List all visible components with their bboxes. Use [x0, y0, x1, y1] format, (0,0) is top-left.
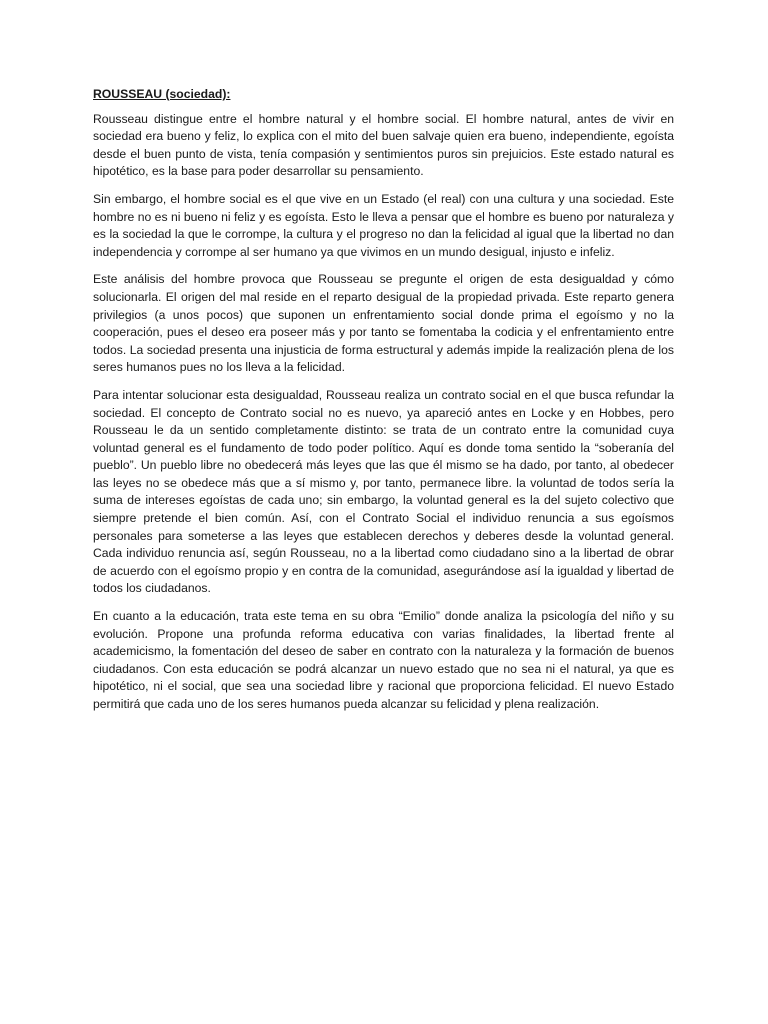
- paragraph-education: En cuanto a la educación, trata este tema en su obra “Emilio” donde analiza la psicología del niño y su evolución. Propone una profunda reforma educativa con varias finalidades, la libertad frente al academicismo, la fomentación del deseo de saber en contrato con la naturaleza y la formación de buenos ciudadanos. Con esta educación se podrá alcanzar un nuevo estado que no sea ni el natural, ya que es hipotético, ni el social, que sea una sociedad libre y racional que proporciona felicidad. El nuevo Estado permitirá que cada uno de los seres humanos pueda alcanzar su felicidad y plena realización.: [93, 609, 674, 711]
- paragraph-social-man: Sin embargo, el hombre social es el que vive en un Estado (el real) con una cultura y una sociedad. Este hombre no es ni bueno ni feliz y es egoísta. Esto le lleva a pensar que el hombre es bueno por naturaleza y es la sociedad la que le corrompe, la cultura y el progreso no dan la felicidad al igual que la libertad no dan independencia y corrompe al ser humano ya que vivimos en un mundo desigual, injusto e infeliz.: [93, 191, 674, 259]
- document-title: ROUSSEAU (sociedad):: [93, 87, 231, 101]
- document-body: [93, 86, 674, 724]
- paragraph-inequality: Este análisis del hombre provoca que Rousseau se pregunte el origen de esta desigualdad y cómo solucionarla. El origen del mal reside en el reparto desigual de la propiedad privada. Este reparto genera privilegios (a unos pocos) que suponen un enfrentamiento social donde prima el egoísmo y no la cooperación, pues el deseo era poseer más y por tanto se fomentaba la codicia y el enfrentamiento entre todos. La sociedad presenta una injusticia de forma estructural y además impide la realización plena de los seres humanos pues no los lleva a la felicidad.: [93, 272, 674, 375]
- paragraph-social-contract: Para intentar solucionar esta desigualdad, Rousseau realiza un contrato social en el que busca refundar la sociedad. El concepto de Contrato social no es nuevo, ya apareció antes en Locke y en Hobbes, pero Rousseau le da un sentido completamente distinto: se trata de un contrato entre la comunidad cuya voluntad general es el fundamento de todo poder político. Aquí es donde toma sentido la “soberanía del pueblo”. Un pueblo libre no obedecerá más leyes que las que él mismo se ha dado, por tanto, al obedecer las leyes no se obedece más que a sí mismo y, por tanto, permanece libre. la voluntad de todos sería la suma de intereses egoístas de cada uno; sin embargo, la voluntad general es la del sujeto colectivo que siempre pretende el bien común. Así, con el Contrato Social el individuo renuncia a sus egoísmos personales para someterse a las leyes que establecen derechos y deberes desde la voluntad general. Cada individuo renuncia así, según Rousseau, no a la libertad como ciudadano sino a la libertad de obrar de acuerdo con el egoísmo propio y en contra de la comunidad, asegurándose así la igualdad y libertad de todos los ciudadanos.: [93, 387, 674, 596]
- paragraph-natural-man: Rousseau distingue entre el hombre natural y el hombre social. El hombre natural, antes de vivir en sociedad era bueno y feliz, lo explica con el mito del buen salvaje quien era bueno, independiente, egoísta desde el buen punto de vista, tenía compasión y sentimientos puros sin prejuicios. Este estado natural es hipotético, es la base para poder desarrollar su pensamiento.: [93, 111, 674, 179]
